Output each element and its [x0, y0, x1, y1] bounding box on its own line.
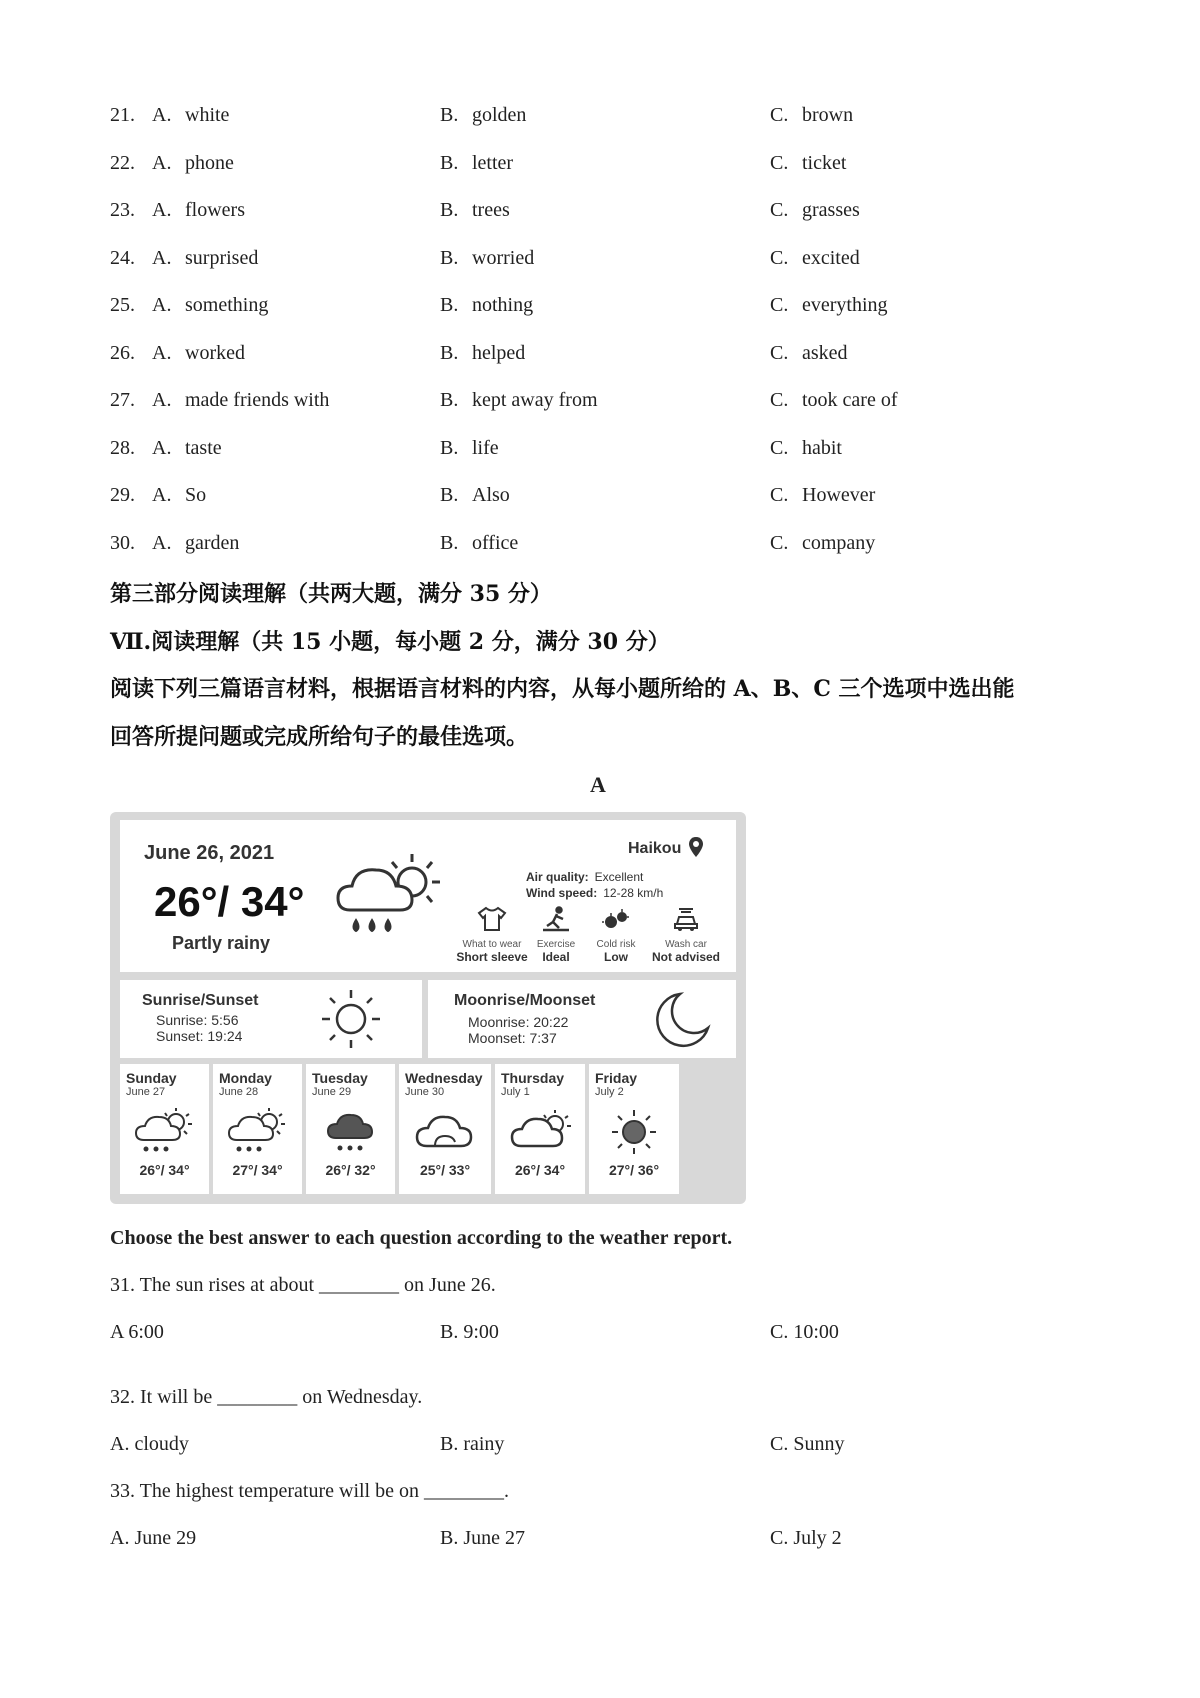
choice-row-28 — [0, 437, 1200, 477]
option-a-text: phone — [185, 152, 234, 174]
q31-option-c: C. 10:00 — [770, 1321, 839, 1343]
option-b-letter: B. — [440, 104, 459, 126]
sun-icon — [316, 986, 386, 1052]
choice-row-29 — [0, 484, 1200, 524]
moonrise-moonset-title: Moonrise/Moonset — [454, 992, 596, 1009]
tip-what-to-wear — [456, 906, 528, 964]
wind-speed — [526, 886, 663, 900]
day-temps: 26°/ 34° — [139, 1162, 190, 1178]
air-quality-value: Excellent — [594, 870, 644, 884]
weather-report-card — [110, 812, 746, 1204]
question-instruction: Choose the best answer to each question according to the weather report. — [110, 1227, 733, 1249]
q32-option-a: A. cloudy — [110, 1433, 189, 1455]
part-three-heading: 第三部分阅读理解（共两大题，满分 35 分） — [110, 581, 552, 607]
tip-value: Low — [604, 950, 628, 964]
option-b-text: worried — [472, 247, 535, 269]
question-number: 29. — [110, 484, 135, 506]
temperature-range: 26°/ 34° — [154, 878, 305, 925]
option-a-letter: A. — [152, 437, 172, 459]
choice-row-27 — [0, 389, 1200, 429]
forecast-day-sunday — [120, 1064, 209, 1194]
option-c-letter: C. — [770, 342, 789, 364]
option-a-letter: A. — [152, 104, 172, 126]
day-name: Thursday — [501, 1070, 565, 1086]
day-temps: 26°/ 32° — [325, 1162, 376, 1178]
instructions-line-1: 阅读下列三篇语言材料，根据语言材料的内容，从每小题所给的 A、B、C 三个选项中选出能 — [110, 676, 1015, 702]
q31-option-b: B. 9:00 — [440, 1321, 499, 1343]
option-a-letter: A. — [152, 342, 172, 364]
day-name: Tuesday — [312, 1070, 368, 1086]
option-c-text: ticket — [802, 152, 847, 174]
partly-rainy-icon — [330, 848, 460, 948]
option-a-text: white — [185, 104, 230, 126]
sunrise-time: Sunrise: 5:56 — [156, 1012, 239, 1028]
q31-option-a: A 6:00 — [110, 1321, 164, 1343]
tip-value: Short sleeve — [456, 950, 528, 964]
car-wash-icon — [671, 906, 701, 932]
option-a-letter: A. — [152, 389, 172, 411]
option-c-letter: C. — [770, 199, 789, 221]
tip-value: Not advised — [651, 950, 720, 964]
sun-icon — [603, 1106, 665, 1158]
option-a-letter: A. — [152, 152, 172, 174]
rain-sun-icon — [134, 1106, 196, 1158]
day-name: Monday — [219, 1070, 272, 1086]
question-number: 25. — [110, 294, 135, 316]
day-temps: 27°/ 34° — [232, 1162, 283, 1178]
current-weather-panel — [120, 820, 736, 972]
option-c-text: everything — [802, 294, 888, 316]
option-b-text: Also — [472, 484, 510, 506]
option-c-letter: C. — [770, 532, 789, 554]
forecast-day-wednesday — [399, 1064, 491, 1194]
option-a-letter: A. — [152, 199, 172, 221]
forecast-day-tuesday — [306, 1064, 395, 1194]
q32-option-b: B. rainy — [440, 1433, 505, 1455]
option-c-letter: C. — [770, 484, 789, 506]
option-c-text: habit — [802, 437, 842, 459]
option-c-text: asked — [802, 342, 848, 364]
option-a-text: made friends with — [185, 389, 330, 411]
day-name: Wednesday — [405, 1070, 483, 1086]
option-b-text: golden — [472, 104, 527, 126]
tip-label: Exercise — [536, 939, 576, 950]
option-c-text: excited — [802, 247, 860, 269]
day-date: June 28 — [219, 1086, 259, 1098]
rain-icon — [320, 1106, 382, 1158]
virus-icon — [601, 906, 631, 932]
sunrise-sunset-title: Sunrise/Sunset — [142, 992, 259, 1009]
forecast-day-friday — [589, 1064, 679, 1194]
forecast-day-thursday — [495, 1064, 585, 1194]
day-temps: 25°/ 33° — [419, 1162, 471, 1178]
choice-row-24 — [0, 247, 1200, 287]
option-c-letter: C. — [770, 152, 789, 174]
option-c-letter: C. — [770, 294, 789, 316]
option-a-text: surprised — [185, 247, 259, 269]
shirt-icon — [477, 906, 507, 932]
tip-cold-risk — [580, 906, 652, 964]
question-number: 30. — [110, 532, 135, 554]
q33-option-b: B. June 27 — [440, 1527, 525, 1549]
wind-speed-label: Wind speed: — [526, 886, 598, 900]
option-c-text: However — [802, 484, 876, 506]
option-c-letter: C. — [770, 247, 789, 269]
option-b-letter: B. — [440, 342, 459, 364]
option-a-text: garden — [185, 532, 240, 554]
day-name: Friday — [595, 1070, 638, 1086]
day-date: July 1 — [501, 1086, 530, 1098]
question-number: 24. — [110, 247, 135, 269]
question-number: 28. — [110, 437, 135, 459]
option-a-text: something — [185, 294, 269, 316]
choice-row-21 — [0, 104, 1200, 144]
tip-label: What to wear — [462, 939, 522, 950]
tip-label: Cold risk — [596, 939, 636, 950]
tip-wash-car — [650, 906, 722, 964]
cloud-icon — [413, 1106, 479, 1158]
option-b-letter: B. — [440, 152, 459, 174]
q33-option-c: C. July 2 — [770, 1527, 842, 1549]
option-b-letter: B. — [440, 484, 459, 506]
option-a-text: So — [185, 484, 207, 506]
option-c-letter: C. — [770, 104, 789, 126]
question-33: 33. The highest temperature will be on ________. — [110, 1480, 509, 1502]
question-number: 21. — [110, 104, 135, 126]
option-a-text: flowers — [185, 199, 245, 221]
air-quality — [526, 870, 643, 884]
option-b-text: letter — [472, 152, 514, 174]
instructions-line-2: 回答所提问题或完成所给句子的最佳选项。 — [110, 724, 529, 750]
option-a-letter: A. — [152, 532, 172, 554]
option-b-text: office — [472, 532, 519, 554]
option-b-letter: B. — [440, 199, 459, 221]
option-a-text: worked — [185, 342, 245, 364]
option-b-letter: B. — [440, 532, 459, 554]
q32-option-c: C. Sunny — [770, 1433, 845, 1455]
question-number: 27. — [110, 389, 135, 411]
tip-label: Wash car — [665, 939, 707, 950]
question-number: 26. — [110, 342, 135, 364]
day-date: July 2 — [595, 1086, 624, 1098]
cloud-sun-icon — [509, 1106, 575, 1158]
option-c-text: grasses — [802, 199, 860, 221]
day-temps: 26°/ 34° — [514, 1162, 566, 1178]
choice-row-22 — [0, 152, 1200, 192]
day-name: Sunday — [126, 1070, 177, 1086]
option-b-text: helped — [472, 342, 526, 364]
tip-value: Ideal — [542, 950, 570, 964]
air-quality-label: Air quality: — [526, 870, 589, 884]
option-c-text: company — [802, 532, 876, 554]
moon-icon — [650, 988, 714, 1050]
day-date: June 29 — [312, 1086, 352, 1098]
section-seven-heading: Ⅶ.阅读理解（共 15 小题，每小题 2 分，满分 30 分） — [110, 629, 670, 655]
option-a-letter: A. — [152, 247, 172, 269]
option-c-letter: C. — [770, 389, 789, 411]
option-b-text: kept away from — [472, 389, 598, 411]
option-a-letter: A. — [152, 484, 172, 506]
option-b-text: life — [472, 437, 499, 459]
choice-row-30 — [0, 532, 1200, 572]
moonset-time: Moonset: 7:37 — [468, 1030, 557, 1046]
option-b-text: trees — [472, 199, 510, 221]
option-c-letter: C. — [770, 437, 789, 459]
option-c-text: brown — [802, 104, 854, 126]
day-temps: 27°/ 36° — [608, 1162, 660, 1178]
city-name: Haikou — [628, 840, 682, 857]
choice-row-23 — [0, 199, 1200, 239]
question-number: 22. — [110, 152, 135, 174]
weather-condition: Partly rainy — [172, 933, 271, 953]
choice-row-25 — [0, 294, 1200, 334]
day-date: June 30 — [405, 1086, 445, 1098]
day-date: June 27 — [126, 1086, 166, 1098]
wind-speed-value: 12-28 km/h — [603, 886, 664, 900]
passage-letter: A — [590, 772, 606, 797]
q33-option-a: A. June 29 — [110, 1527, 197, 1549]
question-32: 32. It will be ________ on Wednesday. — [110, 1386, 423, 1408]
sunset-time: Sunset: 19:24 — [156, 1028, 243, 1044]
moonrise-time: Moonrise: 20:22 — [468, 1014, 569, 1030]
question-number: 23. — [110, 199, 135, 221]
forecast-day-monday — [213, 1064, 302, 1194]
option-b-letter: B. — [440, 389, 459, 411]
report-date: June 26, 2021 — [144, 842, 275, 864]
option-b-letter: B. — [440, 437, 459, 459]
option-c-text: took care of — [802, 389, 898, 411]
question-31: 31. The sun rises at about ________ on June 26. — [110, 1274, 496, 1296]
option-a-letter: A. — [152, 294, 172, 316]
option-a-text: taste — [185, 437, 222, 459]
option-b-letter: B. — [440, 294, 459, 316]
rain-sun-icon — [227, 1106, 289, 1158]
location-pin-icon — [688, 836, 704, 858]
choice-row-26 — [0, 342, 1200, 382]
sunrise-sunset-panel — [120, 980, 422, 1058]
moonrise-moonset-panel — [428, 980, 736, 1058]
option-b-letter: B. — [440, 247, 459, 269]
runner-icon — [541, 906, 571, 932]
option-b-text: nothing — [472, 294, 534, 316]
